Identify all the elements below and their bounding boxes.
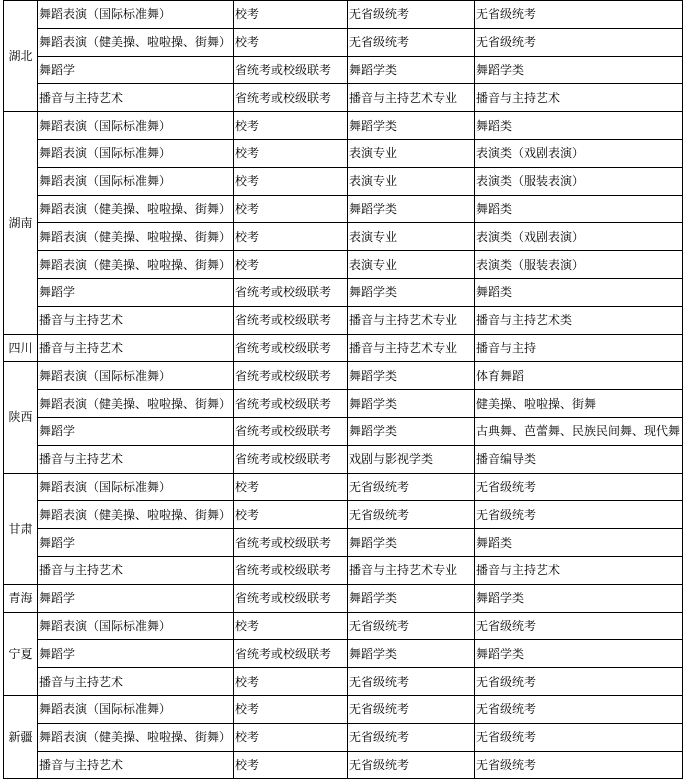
unified-exam-category-cell: 舞蹈学类 <box>348 390 475 418</box>
exam-type-cell: 校考 <box>234 223 348 251</box>
exam-type-cell: 校考 <box>234 473 348 501</box>
unified-exam-category-cell: 舞蹈学类 <box>348 112 475 140</box>
unified-exam-category-cell: 舞蹈学类 <box>348 529 475 557</box>
exam-type-cell: 校考 <box>234 139 348 167</box>
table-row <box>4 612 683 640</box>
table-row <box>4 306 683 334</box>
table-row <box>4 223 683 251</box>
major-cell: 播音与主持艺术 <box>38 556 234 584</box>
unified-exam-category-cell: 无省级统考 <box>348 473 475 501</box>
exam-type-cell: 校考 <box>234 167 348 195</box>
unified-exam-category-cell: 舞蹈学类 <box>348 278 475 306</box>
table-row <box>4 139 683 167</box>
table-row <box>4 723 683 751</box>
province-cell: 青海 <box>4 584 38 612</box>
major-cell: 播音与主持艺术 <box>38 334 234 362</box>
table-row <box>4 278 683 306</box>
exam-subject-cell: 健美操、啦啦操、街舞 <box>475 390 683 418</box>
unified-exam-category-cell: 舞蹈学类 <box>348 362 475 390</box>
exam-subject-cell: 播音与主持艺术 <box>475 84 683 112</box>
major-cell: 舞蹈学 <box>38 417 234 445</box>
exam-type-cell: 省统考或校级联考 <box>234 84 348 112</box>
table-row <box>4 417 683 445</box>
major-cell: 舞蹈表演（健美操、啦啦操、街舞） <box>38 251 234 279</box>
table-body <box>4 1 683 779</box>
major-cell: 播音与主持艺术 <box>38 751 234 779</box>
unified-exam-category-cell: 播音与主持艺术专业 <box>348 334 475 362</box>
unified-exam-category-cell: 舞蹈学类 <box>348 417 475 445</box>
table-row <box>4 668 683 696</box>
major-cell: 舞蹈学 <box>38 529 234 557</box>
unified-exam-category-cell: 舞蹈学类 <box>348 195 475 223</box>
major-cell: 舞蹈表演（国际标准舞） <box>38 167 234 195</box>
province-cell: 新疆 <box>4 695 38 778</box>
major-cell: 舞蹈表演（国际标准舞） <box>38 612 234 640</box>
province-cell: 湖北 <box>4 1 38 112</box>
table-row <box>4 1 683 29</box>
unified-exam-category-cell: 戏剧与影视学类 <box>348 445 475 473</box>
major-cell: 舞蹈表演（国际标准舞） <box>38 139 234 167</box>
major-cell: 舞蹈表演（健美操、啦啦操、街舞） <box>38 223 234 251</box>
exam-subject-cell: 舞蹈学类 <box>475 584 683 612</box>
exam-subject-cell: 舞蹈类 <box>475 278 683 306</box>
unified-exam-category-cell: 无省级统考 <box>348 695 475 723</box>
table-row <box>4 529 683 557</box>
exam-subject-cell: 舞蹈学类 <box>475 640 683 668</box>
exam-subject-cell: 无省级统考 <box>475 473 683 501</box>
table-row <box>4 390 683 418</box>
unified-exam-category-cell: 表演专业 <box>348 223 475 251</box>
exam-subject-cell: 舞蹈类 <box>475 195 683 223</box>
unified-exam-category-cell: 播音与主持艺术专业 <box>348 84 475 112</box>
exam-type-cell: 省统考或校级联考 <box>234 640 348 668</box>
major-cell: 舞蹈学 <box>38 56 234 84</box>
exam-subject-cell: 无省级统考 <box>475 695 683 723</box>
exam-type-cell: 校考 <box>234 1 348 29</box>
exam-type-cell: 省统考或校级联考 <box>234 556 348 584</box>
major-cell: 播音与主持艺术 <box>38 445 234 473</box>
exam-type-cell: 校考 <box>234 612 348 640</box>
unified-exam-category-cell: 舞蹈学类 <box>348 584 475 612</box>
exam-type-cell: 省统考或校级联考 <box>234 584 348 612</box>
exam-type-cell: 省统考或校级联考 <box>234 334 348 362</box>
exam-type-cell: 校考 <box>234 695 348 723</box>
major-cell: 舞蹈表演（健美操、啦啦操、街舞） <box>38 390 234 418</box>
table-row <box>4 473 683 501</box>
province-cell: 陕西 <box>4 362 38 473</box>
exam-type-cell: 省统考或校级联考 <box>234 306 348 334</box>
exam-type-cell: 省统考或校级联考 <box>234 56 348 84</box>
exam-subject-cell: 播音编导类 <box>475 445 683 473</box>
major-cell: 舞蹈表演（国际标准舞） <box>38 362 234 390</box>
major-cell: 舞蹈学 <box>38 278 234 306</box>
major-cell: 舞蹈表演（健美操、啦啦操、街舞） <box>38 28 234 56</box>
exam-subject-cell: 表演类（戏剧表演） <box>475 223 683 251</box>
table-row <box>4 501 683 529</box>
major-cell: 舞蹈表演（健美操、啦啦操、街舞） <box>38 501 234 529</box>
unified-exam-category-cell: 无省级统考 <box>348 612 475 640</box>
exam-subject-cell: 体育舞蹈 <box>475 362 683 390</box>
table-row <box>4 195 683 223</box>
unified-exam-category-cell: 播音与主持艺术专业 <box>348 556 475 584</box>
exam-type-cell: 省统考或校级联考 <box>234 362 348 390</box>
exam-type-cell: 校考 <box>234 751 348 779</box>
table-row <box>4 56 683 84</box>
province-cell: 宁夏 <box>4 612 38 695</box>
exam-type-cell: 校考 <box>234 251 348 279</box>
exam-subject-cell: 无省级统考 <box>475 501 683 529</box>
major-cell: 舞蹈表演（国际标准舞） <box>38 473 234 501</box>
table-row <box>4 28 683 56</box>
province-cell: 甘肃 <box>4 473 38 584</box>
unified-exam-category-cell: 无省级统考 <box>348 751 475 779</box>
exam-subject-cell: 表演类（服装表演） <box>475 251 683 279</box>
table-row <box>4 167 683 195</box>
exam-type-cell: 省统考或校级联考 <box>234 417 348 445</box>
exam-type-cell: 校考 <box>234 501 348 529</box>
exam-subject-cell: 无省级统考 <box>475 28 683 56</box>
unified-exam-category-cell: 舞蹈学类 <box>348 640 475 668</box>
admissions-table <box>3 0 683 779</box>
exam-subject-cell: 无省级统考 <box>475 723 683 751</box>
major-cell: 播音与主持艺术 <box>38 668 234 696</box>
unified-exam-category-cell: 表演专业 <box>348 251 475 279</box>
unified-exam-category-cell: 无省级统考 <box>348 723 475 751</box>
table-row <box>4 556 683 584</box>
exam-subject-cell: 无省级统考 <box>475 668 683 696</box>
table-row <box>4 445 683 473</box>
major-cell: 舞蹈学 <box>38 584 234 612</box>
unified-exam-category-cell: 无省级统考 <box>348 28 475 56</box>
exam-type-cell: 省统考或校级联考 <box>234 445 348 473</box>
unified-exam-category-cell: 播音与主持艺术专业 <box>348 306 475 334</box>
table-row <box>4 584 683 612</box>
table-row <box>4 640 683 668</box>
exam-type-cell: 校考 <box>234 668 348 696</box>
major-cell: 舞蹈表演（国际标准舞） <box>38 695 234 723</box>
major-cell: 舞蹈表演（国际标准舞） <box>38 112 234 140</box>
major-cell: 舞蹈表演（健美操、啦啦操、街舞） <box>38 195 234 223</box>
unified-exam-category-cell: 无省级统考 <box>348 668 475 696</box>
unified-exam-category-cell: 无省级统考 <box>348 501 475 529</box>
exam-subject-cell: 表演类（服装表演） <box>475 167 683 195</box>
exam-type-cell: 校考 <box>234 195 348 223</box>
exam-subject-cell: 无省级统考 <box>475 612 683 640</box>
exam-subject-cell: 播音与主持 <box>475 334 683 362</box>
major-cell: 舞蹈学 <box>38 640 234 668</box>
table-row <box>4 334 683 362</box>
unified-exam-category-cell: 表演专业 <box>348 167 475 195</box>
table-row <box>4 695 683 723</box>
exam-type-cell: 省统考或校级联考 <box>234 278 348 306</box>
table-row <box>4 751 683 779</box>
exam-type-cell: 省统考或校级联考 <box>234 390 348 418</box>
unified-exam-category-cell: 舞蹈学类 <box>348 56 475 84</box>
exam-subject-cell: 舞蹈类 <box>475 112 683 140</box>
table-row <box>4 362 683 390</box>
exam-subject-cell: 古典舞、芭蕾舞、民族民间舞、现代舞 <box>475 417 683 445</box>
exam-subject-cell: 舞蹈学类 <box>475 56 683 84</box>
exam-type-cell: 校考 <box>234 723 348 751</box>
major-cell: 舞蹈表演（健美操、啦啦操、街舞） <box>38 723 234 751</box>
major-cell: 播音与主持艺术 <box>38 84 234 112</box>
major-cell: 播音与主持艺术 <box>38 306 234 334</box>
exam-type-cell: 校考 <box>234 112 348 140</box>
table-row <box>4 112 683 140</box>
exam-subject-cell: 舞蹈类 <box>475 529 683 557</box>
exam-subject-cell: 播音与主持艺术类 <box>475 306 683 334</box>
exam-type-cell: 省统考或校级联考 <box>234 529 348 557</box>
province-cell: 湖南 <box>4 112 38 334</box>
exam-subject-cell: 无省级统考 <box>475 751 683 779</box>
table-row <box>4 84 683 112</box>
exam-subject-cell: 表演类（戏剧表演） <box>475 139 683 167</box>
major-cell: 舞蹈表演（国际标准舞） <box>38 1 234 29</box>
exam-subject-cell: 播音与主持艺术 <box>475 556 683 584</box>
exam-subject-cell: 无省级统考 <box>475 1 683 29</box>
table-row <box>4 251 683 279</box>
unified-exam-category-cell: 无省级统考 <box>348 1 475 29</box>
unified-exam-category-cell: 表演专业 <box>348 139 475 167</box>
province-cell: 四川 <box>4 334 38 362</box>
exam-type-cell: 校考 <box>234 28 348 56</box>
